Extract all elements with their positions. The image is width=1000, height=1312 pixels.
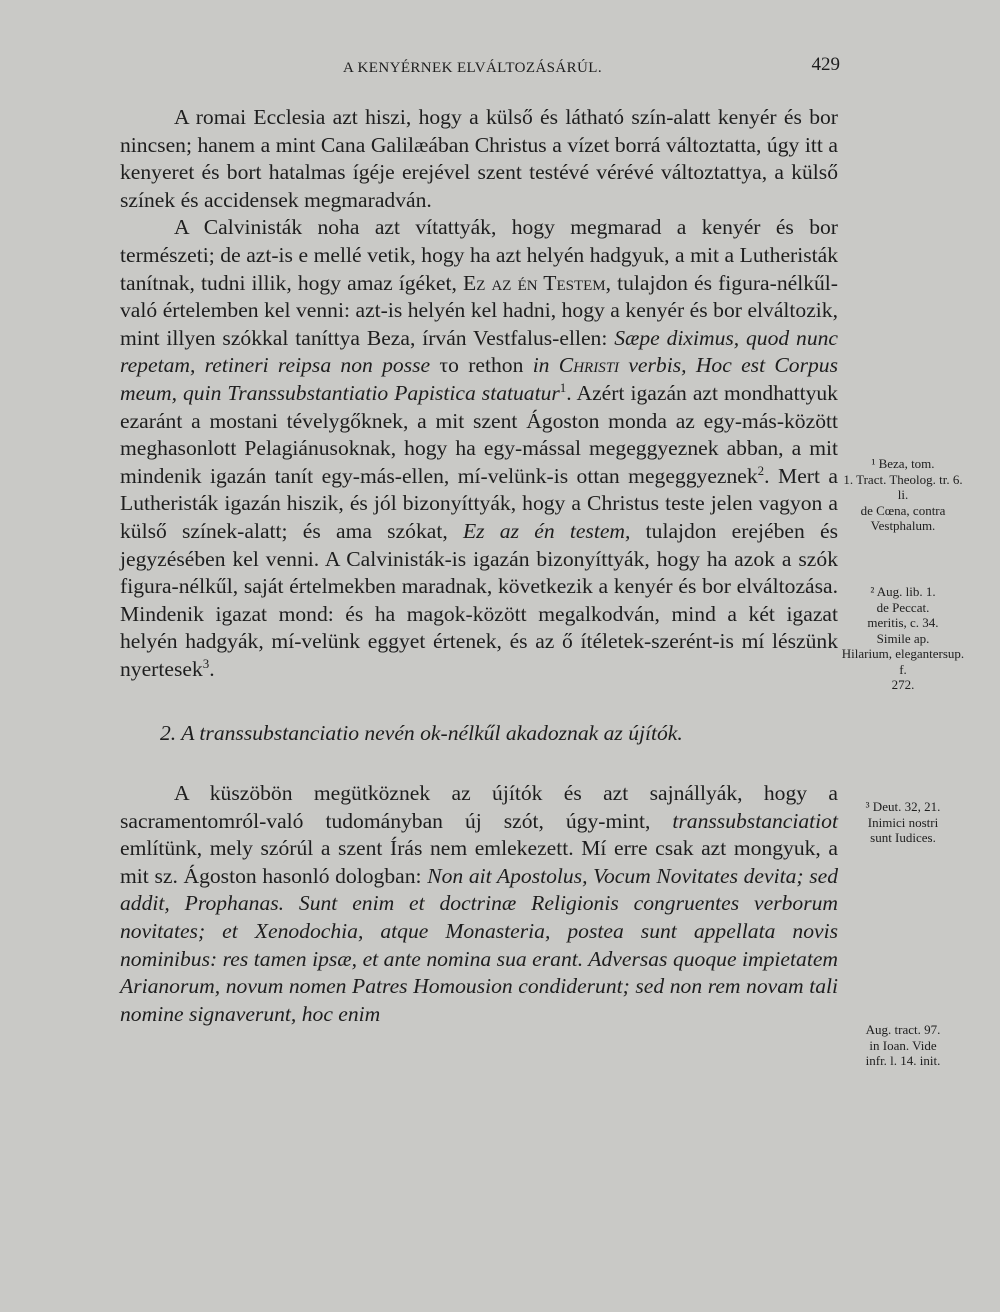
margin-note-4: Aug. tract. 97. in Ioan. Vide infr. l. 14. init.	[865, 1022, 941, 1068]
p2-text-j: . Mert a Lutheristák igazán hiszik, és jól bizonyíttyák, hogy a Christus teste jelen vagyon a külső színek-alatt; és ama szókat,	[120, 463, 838, 543]
section-title: A transsubstanciatio nevén ok-nélkűl akadoznak az újítók.	[181, 721, 683, 746]
p2-text-m: .	[209, 656, 215, 681]
p2-latin-1: Sæpe diximus, quod nunc repetam, retineri reipsa non posse	[120, 325, 839, 378]
p2-text-i: . Azért igazán azt mondhattyuk ezaránt a mostani tévelygőknek, a mit szent Ágoston monda az egy-más-között meghasonlott Pelagiánusoknak, hogy ha egy-mással megeggyeznek abban, a mit mindenik igazán tanít egy-más-ellen, mí-velünk-is ottan megeggyeznek	[120, 380, 838, 488]
p2-quote: Ez az én Testem	[463, 270, 606, 295]
running-title: A KENYÉRNEK ELVÁLTOZÁSÁRÚL.	[343, 60, 603, 76]
p3-text-a: A küszöbön megütköznek az újítók és azt sajnállyák, hogy a sacramentomról-való tudományban új szót, úgy-mint,	[120, 781, 838, 833]
p2-text-a: A Calvinisták noha azt vítattyák, hogy megmarad a kenyér és bor természeti; de azt-is e mellé vetik, hogy ha azt helyén hadgyuk, a mit a Lutheristák tanítnak, tudni illik, hogy amaz ígéket,	[120, 215, 838, 295]
section-heading	[160, 720, 838, 748]
footnote-ref-3: 3	[202, 655, 210, 671]
p2-christi: Christi	[558, 353, 620, 378]
footnote-ref-1: 1	[559, 379, 567, 395]
page-number: 429	[811, 54, 840, 75]
page-header	[120, 54, 840, 84]
p2-in: in	[532, 353, 550, 378]
p3-term: transsubstanciatiot	[672, 808, 838, 833]
p2-quote-2: Ez az én testem,	[462, 518, 631, 543]
p3-text-c: említünk, mely szórúl a szent Írás nem emlekezett. Mí erre csak azt mongyuk, a mit sz. Ágoston hasonló dologban:	[120, 836, 838, 888]
section-number: 2.	[160, 721, 177, 746]
body-text	[120, 104, 838, 1028]
p2-latin-2: verbis, Hoc est Corpus meum, quin Transsubstantiatio Papistica statuatur	[120, 353, 838, 405]
paragraph-2	[120, 214, 838, 683]
p2-text-l: tulajdon erejében és jegyzésében kel venni. A Calvinisták-is igazán bizonyíttyák, hogy ha azok a szók figura-nélkűl, saját értelmekben maradnak, következik a kenyér és bor elváltozása. Mindenik igazat mond: és ha magok-között megalkodván, mind a két igazat helyén hadgyák, mí-velünk eggyet értenek, és az ő ítéletek-szerént-is mí lészünk nyertesek	[120, 518, 838, 681]
margin-note-2: ² Aug. lib. 1. de Peccat. meritis, c. 34. Simile ap. Hilarium, elegantersup. f. 272.	[841, 584, 965, 692]
footnote-ref-2: 2	[757, 462, 765, 478]
margin-note-1: ¹ Beza, tom. 1. Tract. Theolog. tr. 6. li. de Cœna, contra Vestphalum.	[843, 456, 963, 533]
p2-greek: το rethon	[439, 353, 524, 378]
paragraph-3	[120, 780, 838, 1028]
paragraph-1: A romai Ecclesia azt hiszi, hogy a külső és látható szín-alatt kenyér és bor nincsen; hanem a mint Cana Galilæában Christus a vízet borrá változtatta, úgy itt a kenyeret és bort hatalmas ígéje erejével szent testévé vérévé változtattya, a külső színek és accidensek megmaradván.	[120, 105, 838, 212]
p2-text-c: , tulajdon és figura-nélkűl-való értelemben kel venni: azt-is helyén kel hadni, hogy a kenyér és bor elváltozik, mint illyen szókkal taníttya Beza, írván Vestfalus-ellen:	[120, 270, 838, 350]
margin-note-3: ³ Deut. 32, 21. Inimici nostri sunt Iudices.	[865, 799, 941, 845]
p3-latin: Non ait Apostolus, Vocum Novitates devita; sed addit, Prophanas. Sunt enim et doctrinæ Religionis congruentes verborum novitates; et Xenodochia, atque Monasteria, postea sunt appellata novis nominibus: res tamen ipsæ, et ante nomina sua erant. Adversas quoque impietatem Arianorum, novum nomen Patres Homousion condiderunt; sed non rem novam tali nomine signaverunt, hoc enim	[120, 863, 839, 1026]
